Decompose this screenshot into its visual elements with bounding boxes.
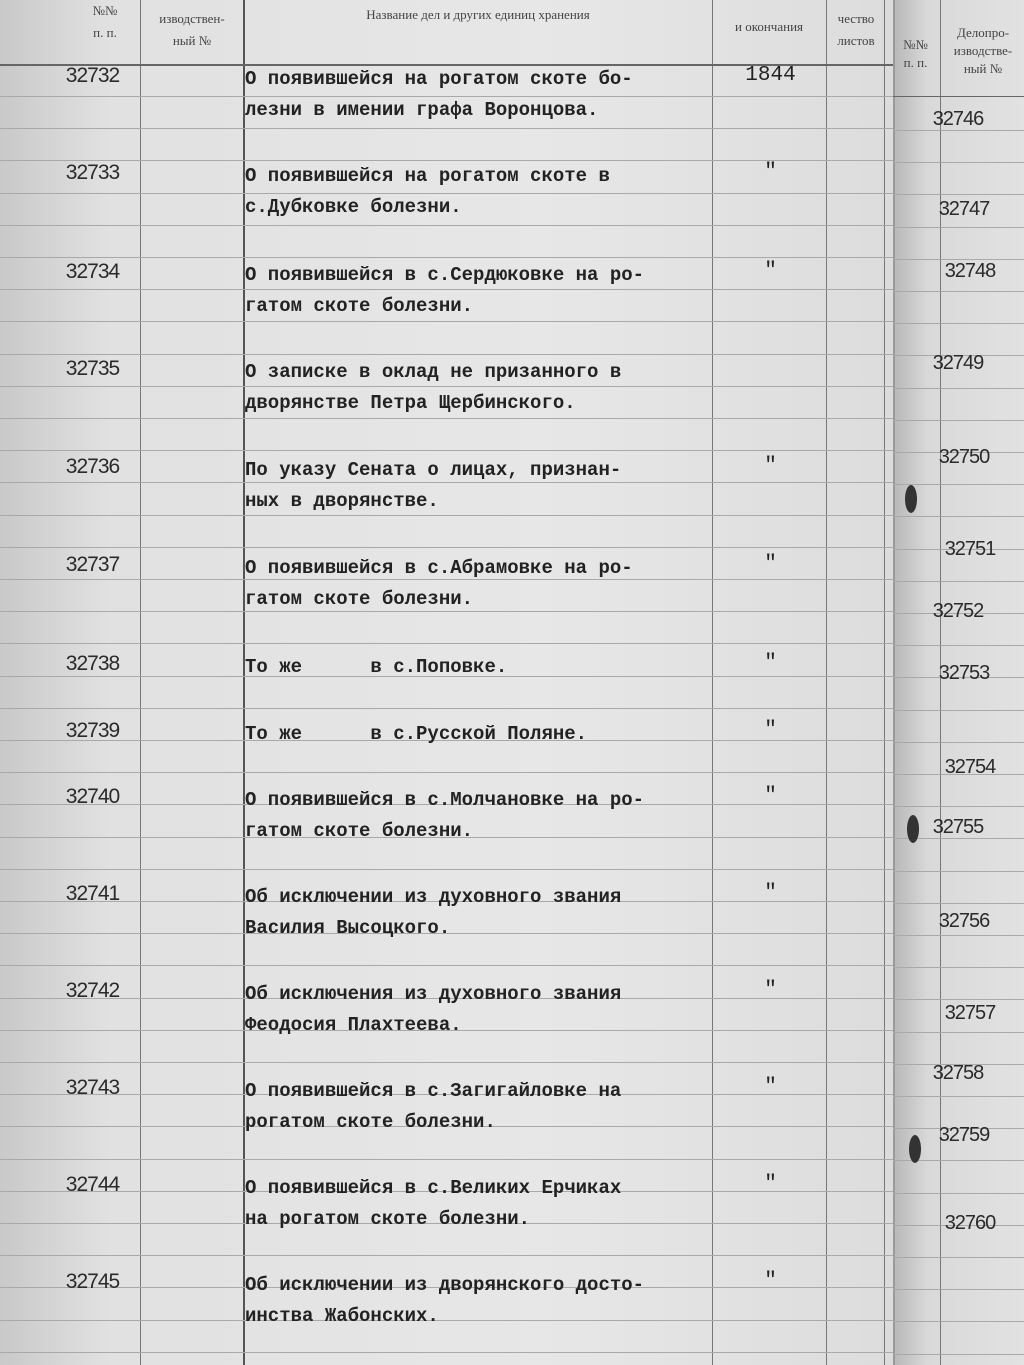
column-divider (884, 0, 885, 1365)
right-page-number: 32755 (932, 816, 984, 838)
header-office2-col: Делопро- изводстве- ный № (953, 25, 1013, 76)
binding-hole (907, 815, 919, 843)
row-date: " (764, 979, 777, 1002)
ruled-line (893, 162, 1024, 163)
right-page-number: 32752 (932, 600, 984, 622)
row-date: " (764, 455, 777, 478)
ruled-line (0, 869, 893, 870)
ruled-line (893, 1257, 1024, 1258)
row-number: 32743 (65, 1076, 120, 1099)
ruled-line (893, 1354, 1024, 1355)
ruled-line (893, 581, 1024, 582)
ruled-line (893, 806, 1024, 807)
row-date: " (764, 1173, 777, 1196)
ruled-line (0, 1062, 893, 1063)
row-number: 32739 (65, 719, 120, 742)
right-page-number: 32758 (932, 1062, 984, 1084)
row-date: " (764, 882, 777, 905)
row-title: О появившейся на рогатом скоте бо- лезни в имении графа Воронцова. (245, 68, 633, 121)
column-divider (826, 0, 827, 1365)
header-num2-col: №№ п. п. (903, 37, 928, 70)
right-page-number: 32754 (944, 756, 996, 778)
binding-hole (909, 1135, 921, 1163)
right-page-number: 32751 (944, 538, 996, 560)
row-title: То же в с.Поповке. (245, 656, 508, 678)
ruled-line (893, 194, 1024, 195)
ruled-line (0, 1255, 893, 1256)
row-number: 32744 (65, 1173, 120, 1196)
ruled-line (0, 708, 893, 709)
ruled-line (893, 1289, 1024, 1290)
row-title: О появившейся в с.Загигайловке на рогатом скоте болезни. (245, 1080, 622, 1133)
row-number: 32745 (65, 1270, 120, 1293)
ruled-line (893, 227, 1024, 228)
header-office-col: изводствен- ный № (159, 11, 225, 48)
row-number: 32741 (65, 882, 120, 905)
right-page-number: 32757 (944, 1002, 996, 1024)
ruled-line (0, 128, 893, 129)
ruled-line (893, 516, 1024, 517)
ruled-line (893, 1193, 1024, 1194)
ruled-line (893, 742, 1024, 743)
binding-hole (905, 485, 917, 513)
row-title: О появившейся в с.Молчановке на ро- гатом скоте болезни. (245, 789, 645, 842)
row-title: То же в с.Русской Поляне. (245, 723, 588, 745)
ruled-line (893, 291, 1024, 292)
header-title-col: Название дел и других единиц хранения (366, 7, 590, 22)
row-number: 32734 (65, 260, 120, 283)
ruled-line (0, 1159, 893, 1160)
row-date: " (764, 719, 777, 742)
row-number: 32736 (65, 455, 120, 478)
ruled-line (0, 772, 893, 773)
row-title: По указу Сената о лицах, признан- ных в дворянстве. (245, 459, 622, 512)
row-number: 32740 (65, 785, 120, 808)
ruled-line (0, 450, 893, 451)
ruled-line (0, 257, 893, 258)
right-page-number: 32748 (944, 260, 996, 282)
column-divider (140, 0, 141, 1365)
row-number: 32738 (65, 652, 120, 675)
right-page-number: 32750 (938, 446, 990, 468)
row-title: Об исключения из духовного звания Феодосия Плахтеева. (245, 983, 622, 1036)
ruled-line (893, 710, 1024, 711)
row-number: 32742 (65, 979, 120, 1002)
right-page-number: 32756 (938, 910, 990, 932)
ruled-line (893, 1032, 1024, 1033)
row-date: 1844 (745, 64, 796, 87)
ruled-line (893, 999, 1024, 1000)
right-page-number: 32760 (944, 1212, 996, 1234)
row-title: О появившейся в с.Великих Ерчиках на рогатом скоте болезни. (245, 1177, 622, 1230)
header-bottom-rule (893, 96, 1024, 97)
row-date: " (764, 553, 777, 576)
ruled-line (0, 643, 893, 644)
ruled-line (893, 323, 1024, 324)
header-sheets-col: чество листов (837, 11, 875, 48)
row-date: " (764, 1270, 777, 1293)
right-page-number: 32749 (932, 352, 984, 374)
row-date: " (764, 652, 777, 675)
right-page-number: 32753 (938, 662, 990, 684)
row-number: 32732 (65, 64, 120, 87)
row-title: О появившейся на рогатом скоте в с.Дубковке болезни. (245, 165, 610, 218)
row-title: О появившейся в с.Сердюковке на ро- гатом скоте болезни. (245, 264, 645, 317)
row-date: " (764, 161, 777, 184)
ruled-line (0, 354, 893, 355)
row-title: Об исключении из дворянского досто- инства Жабонских. (245, 1274, 645, 1327)
row-date: " (764, 260, 777, 283)
ruled-line (0, 547, 893, 548)
ruled-line (0, 1352, 893, 1353)
ruled-line (893, 420, 1024, 421)
row-title: Об исключении из духовного звания Василия Высоцкого. (245, 886, 622, 939)
ruled-line (893, 871, 1024, 872)
row-number: 32733 (65, 161, 120, 184)
row-date: " (764, 1076, 777, 1099)
ruled-line (893, 388, 1024, 389)
row-number: 32735 (65, 357, 120, 380)
right-page-number: 32759 (938, 1124, 990, 1146)
header-dates-col: и окончания (734, 19, 804, 34)
ruled-line (893, 935, 1024, 936)
ruled-line (893, 645, 1024, 646)
ruled-line (893, 967, 1024, 968)
right-page-number: 32747 (938, 198, 990, 220)
row-title: О появившейся в с.Абрамовке на ро- гатом скоте болезни. (245, 557, 633, 610)
row-title: О записке в оклад не призанного в дворянстве Петра Щербинского. (245, 361, 622, 414)
row-date: " (764, 785, 777, 808)
ruled-line (0, 225, 893, 226)
ruled-line (893, 1096, 1024, 1097)
ruled-line (0, 965, 893, 966)
ruled-line (893, 1321, 1024, 1322)
header-num-col: №№ п. п. (92, 3, 118, 40)
ruled-line (893, 903, 1024, 904)
row-number: 32737 (65, 553, 120, 576)
right-page-number: 32746 (932, 108, 984, 130)
